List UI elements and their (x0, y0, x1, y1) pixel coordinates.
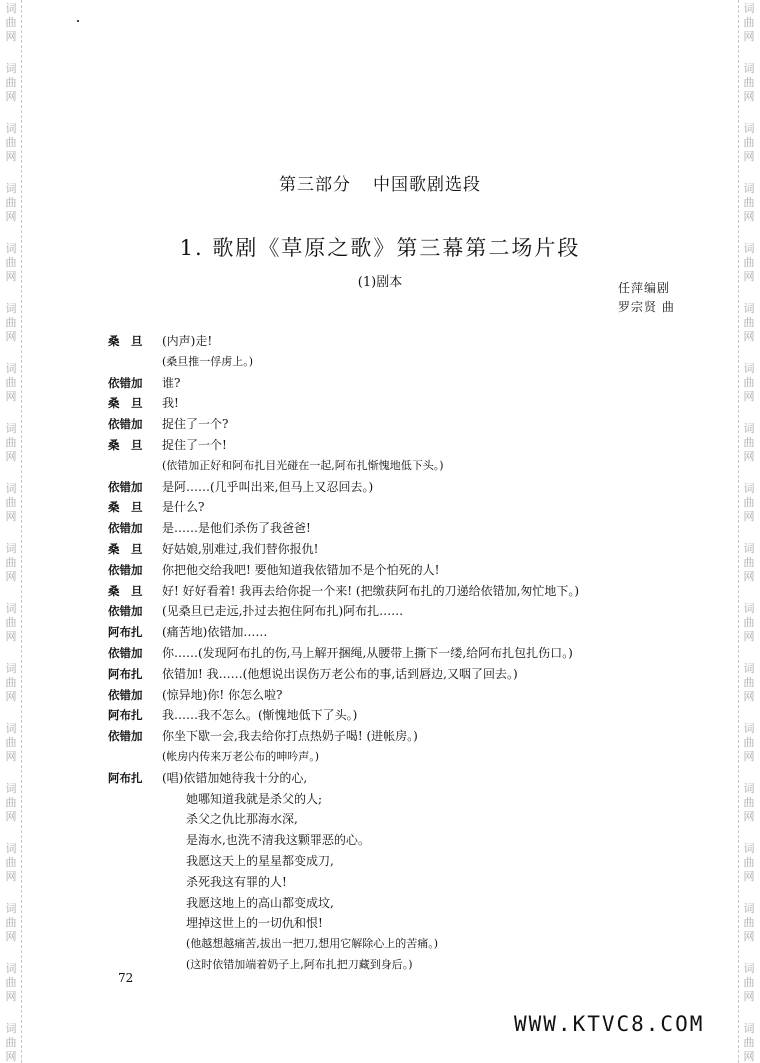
watermark-char: 网 (743, 990, 755, 1003)
watermark-char: 网 (5, 510, 17, 523)
watermark-char: 网 (5, 870, 17, 883)
piece-title: 1. 歌剧《草原之歌》第三幕第二场片段 (179, 236, 581, 260)
speaker-role (108, 893, 162, 914)
section-title (0, 170, 760, 195)
line-text: 我……我不怎么。(惭愧地低下了头。) (162, 708, 358, 723)
watermark-char: 词 (743, 122, 755, 135)
line-text: 我! (162, 396, 179, 411)
watermark-char: 网 (743, 570, 755, 583)
watermark-char: 曲 (743, 316, 755, 329)
line-text: (唱)依错加她待我十分的心, (162, 770, 308, 785)
watermark-char: 词 (743, 662, 755, 675)
speaker-role: 桑 旦 (108, 583, 143, 598)
speaker-role (108, 789, 162, 810)
watermark-char: 曲 (743, 976, 755, 989)
script-line (108, 664, 688, 685)
watermark-char: 词 (5, 962, 17, 975)
line-text: 她哪知道我就是杀父的人; (186, 791, 323, 806)
line-text: 捉住了一个! (162, 437, 227, 452)
watermark-char: 曲 (743, 196, 755, 209)
script-line (108, 601, 688, 622)
watermark-char: 词 (5, 482, 17, 495)
line-text: 是……是他们杀伤了我爸爸! (162, 521, 311, 536)
script-line (108, 851, 688, 872)
line-text: 你坐下歇一会,我去给你打点热奶子喝! (进帐房。) (162, 729, 418, 744)
line-text: 是什么? (162, 500, 205, 515)
watermark-char: 曲 (5, 1036, 17, 1049)
watermark-char: 网 (743, 270, 755, 283)
watermark-char: 词 (743, 242, 755, 255)
watermark-char: 网 (743, 450, 755, 463)
section-part: 第三部分 (279, 175, 351, 195)
watermark-char: 曲 (743, 436, 755, 449)
watermark-char: 词 (5, 602, 17, 615)
watermark-char: 词 (743, 62, 755, 75)
watermark-char: 曲 (743, 736, 755, 749)
watermark-char: 词 (5, 2, 17, 15)
watermark-char: 词 (743, 722, 755, 735)
watermark-char: 词 (5, 662, 17, 675)
line-text: (这时依错加端着奶子上,阿布扎把刀藏到身后。) (186, 957, 413, 971)
watermark-char: 词 (743, 842, 755, 855)
script-line (108, 414, 688, 435)
watermark-char: 曲 (5, 616, 17, 629)
script-line (108, 456, 688, 477)
line-text: 是阿……(几乎叫出来,但马上又忍回去。) (162, 479, 374, 494)
watermark-char: 网 (5, 30, 17, 43)
watermark-char: 词 (5, 302, 17, 315)
watermark-char: 曲 (5, 256, 17, 269)
line-text: (惊异地)你! 你怎么啦? (162, 687, 283, 702)
watermark-char: 词 (743, 1022, 755, 1035)
watermark-char: 词 (743, 962, 755, 975)
subtitle: (1)剧本 (357, 275, 403, 290)
script-line (108, 830, 688, 851)
watermark-char: 词 (743, 422, 755, 435)
speaker-role: 阿布扎 (108, 770, 143, 785)
watermark-char: 曲 (743, 496, 755, 509)
watermark-char: 词 (5, 542, 17, 555)
watermark-char: 曲 (5, 796, 17, 809)
watermark-char: 网 (743, 90, 755, 103)
watermark-char: 网 (743, 870, 755, 883)
speaker-role (108, 830, 162, 851)
watermark-char: 词 (743, 482, 755, 495)
line-text: 谁? (162, 375, 181, 390)
speaker-role: 依错加 (108, 417, 143, 432)
line-text: 是海水,也洗不清我这颗罪恶的心。 (186, 833, 370, 848)
watermark-char: 网 (743, 810, 755, 823)
left-watermark-strip (0, 0, 22, 1063)
watermark-char: 曲 (5, 676, 17, 689)
watermark-char: 网 (743, 330, 755, 343)
watermark-char: 网 (5, 690, 17, 703)
watermark-char: 曲 (743, 376, 755, 389)
watermark-char: 词 (743, 302, 755, 315)
line-text: 你把他交给我吧! 要他知道我依错加不是个怕死的人! (162, 562, 440, 577)
speaker-role: 桑 旦 (108, 500, 143, 515)
watermark-char: 曲 (743, 856, 755, 869)
speaker-role: 依错加 (108, 729, 143, 744)
watermark-char: 曲 (5, 736, 17, 749)
line-text: (痛苦地)依错加…… (162, 625, 268, 640)
watermark-char: 网 (5, 450, 17, 463)
speaker-role: 依错加 (108, 645, 143, 660)
script-body (108, 331, 688, 976)
speaker-role (108, 872, 162, 893)
watermark-char: 网 (743, 930, 755, 943)
watermark-char: 曲 (5, 436, 17, 449)
script-line (108, 581, 688, 602)
watermark-char: 曲 (743, 676, 755, 689)
watermark-char: 网 (5, 810, 17, 823)
speaker-role: 桑 旦 (108, 437, 143, 452)
credit-writer: 任萍编剧 (618, 281, 671, 295)
speaker-role (108, 456, 162, 477)
script-line (108, 643, 688, 664)
line-text: 好! 好好看着! 我再去给你捉一个来! (把缴获阿布扎的刀递给依错加,匆忙地下。) (162, 583, 580, 598)
watermark-char: 曲 (5, 496, 17, 509)
watermark-char: 网 (5, 990, 17, 1003)
watermark-char: 词 (5, 362, 17, 375)
watermark-char: 曲 (5, 856, 17, 869)
speaker-role: 阿布扎 (108, 625, 143, 640)
script-line (108, 477, 688, 498)
speaker-role: 桑 旦 (108, 541, 143, 556)
script-line (108, 934, 688, 955)
speaker-role (108, 851, 162, 872)
script-line (108, 705, 688, 726)
script-line (108, 352, 688, 373)
line-text: (见桑旦已走远,扑过去抱住阿布扎)阿布扎…… (162, 604, 404, 619)
watermark-char: 词 (5, 722, 17, 735)
watermark-char: 网 (5, 270, 17, 283)
watermark-char: 词 (743, 602, 755, 615)
script-line (108, 685, 688, 706)
script-line (108, 622, 688, 643)
watermark-char: 词 (5, 182, 17, 195)
watermark-char: 网 (743, 630, 755, 643)
watermark-char: 网 (5, 1050, 17, 1063)
watermark-char: 网 (5, 330, 17, 343)
watermark-char: 曲 (5, 376, 17, 389)
line-text: 我愿这天上的星星都变成刀, (186, 853, 334, 868)
watermark-char: 词 (5, 842, 17, 855)
watermark-char: 曲 (5, 976, 17, 989)
watermark-char: 网 (743, 1050, 755, 1063)
watermark-char: 词 (743, 182, 755, 195)
speaker-role: 桑 旦 (108, 396, 143, 411)
site-url: WWW.KTVC8.COM (514, 1012, 705, 1036)
script-line (108, 789, 688, 810)
script-line (108, 872, 688, 893)
watermark-char: 网 (5, 750, 17, 763)
watermark-char: 网 (5, 150, 17, 163)
script-line (108, 331, 688, 352)
speaker-role: 依错加 (108, 687, 143, 702)
script-line (108, 913, 688, 934)
line-text: (依错加正好和阿布扎目光碰在一起,阿布扎惭愧地低下头。) (162, 458, 444, 472)
line-text: (桑旦推一俘虏上。) (162, 354, 254, 368)
speaker-role (108, 747, 162, 768)
speaker-role (108, 809, 162, 830)
watermark-char: 词 (743, 362, 755, 375)
watermark-char: 曲 (5, 196, 17, 209)
watermark-char: 曲 (5, 16, 17, 29)
line-text: 埋掉这世上的一切仇和恨! (186, 916, 323, 931)
watermark-char: 词 (5, 1022, 17, 1035)
watermark-char: 词 (743, 542, 755, 555)
script-line (108, 393, 688, 414)
speaker-role: 桑 旦 (108, 334, 143, 348)
watermark-char: 曲 (5, 316, 17, 329)
speaker-role: 依错加 (108, 479, 143, 494)
watermark-char: 曲 (743, 616, 755, 629)
watermark-char: 词 (5, 782, 17, 795)
script-line (108, 497, 688, 518)
watermark-char: 网 (5, 210, 17, 223)
speaker-role (108, 934, 162, 955)
watermark-char: 网 (5, 390, 17, 403)
speaker-role (108, 913, 162, 934)
script-line (108, 560, 688, 581)
section-name: 中国歌剧选段 (373, 175, 481, 195)
speaker-role: 依错加 (108, 375, 143, 390)
script-line (108, 809, 688, 830)
line-text: 捉住了一个? (162, 417, 229, 432)
watermark-char: 曲 (743, 916, 755, 929)
speaker-role (108, 955, 162, 976)
watermark-char: 网 (743, 750, 755, 763)
speaker-role: 阿布扎 (108, 666, 143, 681)
script-line (108, 373, 688, 394)
script-line (108, 768, 688, 789)
script-line (108, 435, 688, 456)
line-text: 我愿这地上的高山都变成坟, (186, 895, 334, 910)
watermark-char: 网 (5, 630, 17, 643)
watermark-char: 词 (5, 62, 17, 75)
right-watermark-strip (738, 0, 760, 1063)
script-line (108, 518, 688, 539)
watermark-char: 网 (5, 570, 17, 583)
watermark-char: 曲 (743, 556, 755, 569)
watermark-char: 曲 (5, 556, 17, 569)
line-text: (他越想越痛苦,拔出一把刀,想用它解除心上的苦痛。) (186, 937, 439, 951)
watermark-char: 曲 (5, 76, 17, 89)
script-line (108, 893, 688, 914)
watermark-char: 网 (743, 30, 755, 43)
watermark-char: 网 (5, 90, 17, 103)
watermark-char: 网 (743, 690, 755, 703)
speaker-role: 依错加 (108, 604, 143, 619)
line-text: 好姑娘,别难过,我们替你报仇! (162, 541, 319, 556)
watermark-char: 曲 (743, 256, 755, 269)
line-text: 杀死我这有罪的人! (186, 874, 287, 889)
line-text: 杀父之仇比那海水深, (186, 812, 298, 827)
watermark-char: 词 (5, 422, 17, 435)
watermark-char: 词 (743, 902, 755, 915)
credit-composer: 罗宗贤 曲 (618, 300, 675, 314)
speaker-role: 依错加 (108, 562, 143, 577)
line-text: (帐房内传来万老公布的呻吟声。) (162, 749, 320, 763)
speaker-role (108, 352, 162, 373)
watermark-char: 曲 (743, 796, 755, 809)
watermark-char: 词 (743, 2, 755, 15)
line-text: 依错加! 我……(他想说出误伤万老公布的事,话到唇边,又咽了回去。) (162, 666, 518, 681)
watermark-char: 网 (743, 210, 755, 223)
script-line (108, 955, 688, 976)
watermark-char: 曲 (743, 1036, 755, 1049)
watermark-char: 网 (743, 150, 755, 163)
speaker-role: 依错加 (108, 521, 143, 536)
line-text: (内声)走! (162, 334, 213, 348)
watermark-char: 词 (5, 242, 17, 255)
watermark-char: 曲 (743, 16, 755, 29)
watermark-char: 曲 (743, 136, 755, 149)
script-line (108, 747, 688, 768)
watermark-char: 网 (743, 390, 755, 403)
watermark-char: 词 (743, 782, 755, 795)
script-line (108, 539, 688, 560)
page-number: 72 (118, 971, 134, 985)
script-line (108, 726, 688, 747)
line-text: 你……(发现阿布扎的伤,马上解开捆绳,从腰带上撕下一缕,给阿布扎包扎伤口。) (162, 645, 573, 660)
watermark-char: 网 (743, 510, 755, 523)
watermark-char: 词 (5, 122, 17, 135)
watermark-char: 曲 (5, 916, 17, 929)
watermark-char: 曲 (743, 76, 755, 89)
watermark-char: 曲 (5, 136, 17, 149)
watermark-char: 词 (5, 902, 17, 915)
scan-speck (77, 20, 79, 22)
watermark-char: 网 (5, 930, 17, 943)
speaker-role: 阿布扎 (108, 708, 143, 723)
